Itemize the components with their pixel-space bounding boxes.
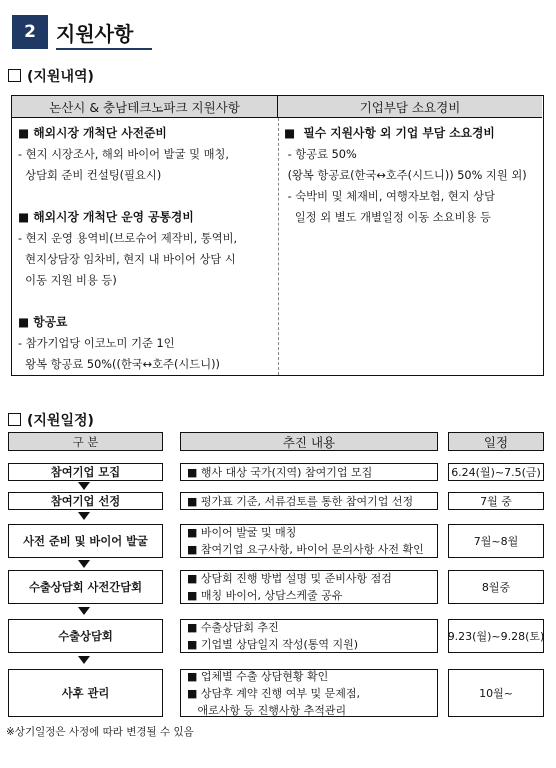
schedule-item: ■ 평가표 기준, 서류검토를 통한 참여기업 선정 — [187, 494, 414, 508]
schedule-item: ■ 상담회 진행 방법 설명 및 준비사항 점검 — [187, 572, 392, 585]
schedule-item: ■ 상담후 계약 진행 여부 및 문제점, — [187, 686, 361, 700]
checkbox-icon — [8, 413, 21, 426]
schedule-item: ■ 수출상담회 추진 — [187, 621, 279, 634]
right-line: - 항공료 50% — [284, 148, 357, 161]
down-arrow-icon — [78, 512, 90, 520]
schedule-subtitle-text: (지원일정) — [27, 413, 94, 429]
schedule-content — [180, 524, 438, 558]
left-line — [18, 291, 237, 312]
left-line — [18, 186, 237, 207]
support-subtitle-text: (지원내역) — [27, 69, 94, 85]
left-line: 상담회 준비 컨설팅(필요시) — [18, 169, 162, 182]
schedule-date: 6.24(월)~7.5(금) — [448, 463, 544, 481]
schedule-category: 참여기업 모집 — [8, 463, 163, 481]
left-line: ■ 항공료 — [18, 315, 68, 329]
schedule-item: ■ 기업별 상담일지 작성(통역 지원) — [187, 638, 359, 651]
left-line: - 참가기업당 이코노미 기준 1인 — [18, 337, 175, 350]
schedule-date: 10월~ — [448, 669, 544, 717]
schedule-item: 애로사항 등 진행사항 추적관리 — [187, 703, 347, 717]
support-left-header: 논산시 & 충남테크노파크 지원사항 — [12, 96, 278, 118]
schedule-date: 8월중 — [448, 570, 544, 604]
schedule-content — [180, 463, 438, 481]
support-right-header: 기업부담 소요경비 — [278, 96, 542, 118]
support-subtitle — [8, 66, 94, 86]
schedule-date: 7월~8월 — [448, 524, 544, 558]
left-line: ■ 해외시장 개척단 운영 공통경비 — [18, 210, 194, 224]
right-line: 일정 외 별도 개별일정 이동 소요비용 등 — [284, 211, 491, 224]
left-line: - 현지 운영 용역비(브로슈어 제작비, 통역비, — [18, 232, 238, 245]
left-line: 현지상담장 임차비, 현지 내 바이어 상담 시 — [18, 253, 236, 266]
schedule-item: ■ 업체별 수출 상담현황 확인 — [187, 669, 329, 683]
section-title: 지원사항 — [56, 22, 134, 46]
left-line: - 현지 시장조사, 해외 바이어 발굴 및 매칭, — [18, 148, 230, 161]
support-table — [11, 95, 544, 376]
left-line: 이동 지원 비용 등) — [18, 274, 117, 287]
schedule-item: ■ 바이어 발굴 및 매칭 — [187, 526, 297, 539]
schedule-category: 사후 관리 — [8, 669, 163, 717]
schedule-content — [180, 669, 438, 717]
checkbox-icon — [8, 69, 21, 82]
schedule-header-category: 구 분 — [8, 432, 163, 451]
schedule-header-content: 추진 내용 — [180, 432, 438, 451]
down-arrow-icon — [78, 656, 90, 664]
schedule-category: 수출상담회 — [8, 619, 163, 653]
column-divider — [278, 118, 279, 375]
schedule-item: ■ 참여기업 요구사항, 바이어 문의사항 사전 확인 — [187, 543, 424, 556]
schedule-content — [180, 570, 438, 604]
support-right-content — [284, 123, 527, 228]
left-line: 왕복 항공료 50%((한국↔호주(시드니)) — [18, 358, 220, 371]
down-arrow-icon — [78, 607, 90, 615]
schedule-date: 7월 중 — [448, 492, 544, 510]
schedule-note: ※상기일정은 사정에 따라 변경될 수 있음 — [6, 726, 194, 738]
schedule-header-date: 일정 — [448, 432, 544, 451]
schedule-item: ■ 매칭 바이어, 상담스케줄 공유 — [187, 589, 343, 602]
left-line: ■ 해외시장 개척단 사전준비 — [18, 126, 167, 140]
support-left-content — [18, 123, 237, 375]
section-number: 2 — [12, 15, 48, 49]
title-underline — [56, 48, 152, 50]
schedule-category: 수출상담회 사전간담회 — [8, 570, 163, 604]
down-arrow-icon — [78, 560, 90, 568]
schedule-category: 사전 준비 및 바이어 발굴 — [8, 524, 163, 558]
schedule-content — [180, 619, 438, 653]
schedule-item: ■ 행사 대상 국가(지역) 참여기업 모집 — [187, 465, 373, 479]
right-line: (왕복 항공료(한국↔호주(시드니)) 50% 지원 외) — [284, 169, 527, 182]
right-line: - 숙박비 및 체재비, 여행자보험, 현지 상담 — [284, 190, 496, 203]
schedule-subtitle — [8, 410, 94, 430]
right-line: ■ 필수 지원사항 외 기업 부담 소요경비 — [284, 126, 495, 140]
down-arrow-icon — [78, 482, 90, 490]
schedule-date: 9.23(월)~9.28(토) — [448, 619, 544, 653]
schedule-category: 참여기업 선정 — [8, 492, 163, 510]
schedule-content — [180, 492, 438, 510]
